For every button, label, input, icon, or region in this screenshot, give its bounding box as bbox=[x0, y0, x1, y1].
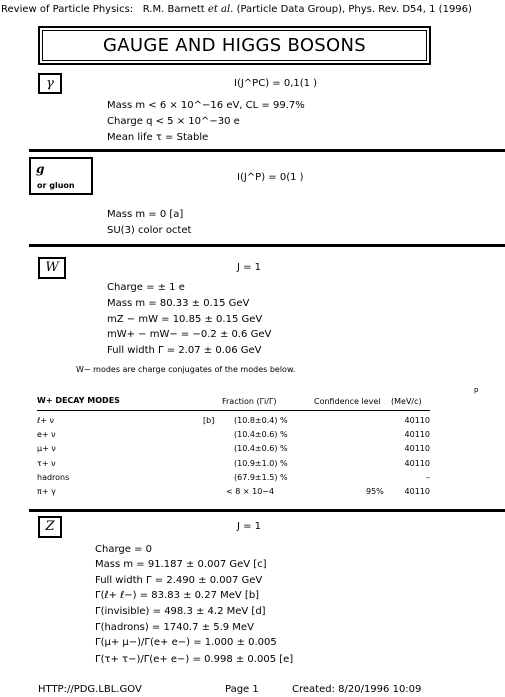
footer-created: Created: 8/20/1996 10:09 bbox=[292, 684, 422, 695]
w-width: Full width Γ = 2.07 ± 0.06 GeV bbox=[107, 345, 262, 356]
decay-momentum: 40110 bbox=[404, 444, 430, 454]
decay-fraction: (10.9±1.0) % bbox=[234, 458, 288, 468]
z-charge: Charge = 0 bbox=[95, 544, 152, 555]
section-divider bbox=[29, 244, 505, 247]
decay-note: [b] bbox=[203, 416, 215, 425]
z-gamma-invisible: Γ(invisible) = 498.3 ± 4.2 MeV [d] bbox=[95, 606, 266, 617]
table-header-rule bbox=[37, 410, 430, 411]
gluon-label: or gluon bbox=[37, 181, 75, 190]
decay-fraction: (10.8±0.4) % bbox=[234, 416, 288, 425]
table-col-cl: Confidence level bbox=[314, 397, 381, 406]
gluon-mass: Mass m = 0 [a] bbox=[107, 209, 184, 220]
w-mass: Mass m = 80.33 ± 0.15 GeV bbox=[107, 298, 250, 309]
decay-momentum: 40110 bbox=[404, 487, 430, 496]
z-symbol-box: Z bbox=[38, 516, 62, 538]
gluon-symbol-box bbox=[29, 157, 93, 195]
decay-confidence: 95% bbox=[366, 487, 384, 496]
journal-name: Review of Particle Physics: bbox=[1, 4, 134, 15]
section-divider bbox=[29, 149, 505, 152]
z-ratio-mu: Γ(μ+ μ−)/Γ(e+ e−) = 1.000 ± 0.005 bbox=[95, 637, 277, 648]
et-al: et al. bbox=[207, 4, 234, 15]
decay-momentum: 40110 bbox=[404, 458, 430, 468]
running-header bbox=[1, 4, 472, 15]
authors: R.M. Barnett bbox=[142, 4, 205, 15]
gluon-color: SU(3) color octet bbox=[107, 225, 192, 236]
table-col-momentum: (MeV/c) bbox=[391, 397, 422, 406]
table-col-p-symbol: p bbox=[474, 386, 479, 394]
z-spin: J = 1 bbox=[237, 521, 262, 532]
citation: (Particle Data Group), Phys. Rev. D54, 1 (1996) bbox=[236, 4, 472, 15]
decay-mode: e+ ν bbox=[37, 430, 56, 440]
decay-mode: ℓ+ ν bbox=[37, 416, 55, 425]
gluon-quantum-numbers: I(J^P) = 0(1 ) bbox=[237, 172, 304, 183]
photon-mass: Mass m < 6 × 10^−16 eV, CL = 99.7% bbox=[107, 100, 305, 111]
z-ratio-tau: Γ(τ+ τ−)/Γ(e+ e−) = 0.998 ± 0.005 [e] bbox=[95, 654, 294, 665]
section-divider bbox=[29, 509, 505, 512]
gluon-symbol: g bbox=[36, 162, 45, 176]
photon-symbol-box: γ bbox=[38, 73, 62, 94]
photon-charge: Charge q < 5 × 10^−30 e bbox=[107, 116, 240, 127]
decay-momentum: – bbox=[426, 472, 430, 482]
w-spin: J = 1 bbox=[237, 262, 262, 273]
w-symbol-box: W bbox=[38, 257, 66, 279]
decay-mode: μ+ ν bbox=[37, 444, 56, 454]
decay-mode: π+ γ bbox=[37, 487, 56, 496]
w-charge: Charge = ± 1 e bbox=[107, 282, 185, 293]
table-col-mode: W+ DECAY MODES bbox=[37, 396, 120, 405]
z-gamma-leptons: Γ(ℓ+ ℓ−) = 83.83 ± 0.27 MeV [b] bbox=[95, 590, 260, 601]
decay-fraction: < 8 × 10−4 bbox=[226, 487, 275, 496]
z-mass: Mass m = 91.187 ± 0.007 GeV [c] bbox=[95, 559, 267, 570]
w-mass-difference-z: mZ − mW = 10.85 ± 0.15 GeV bbox=[107, 314, 263, 325]
decay-fraction: (10.4±0.6) % bbox=[234, 444, 288, 454]
table-col-fraction: Fraction (Γi/Γ) bbox=[222, 397, 277, 406]
z-gamma-hadrons: Γ(hadrons) = 1740.7 ± 5.9 MeV bbox=[95, 622, 254, 633]
photon-quantum-numbers: I(J^PC) = 0,1(1 ) bbox=[234, 78, 318, 89]
decay-fraction: (67.9±1.5) % bbox=[234, 472, 288, 482]
decay-momentum: 40110 bbox=[404, 416, 430, 425]
z-width: Full width Γ = 2.490 ± 0.007 GeV bbox=[95, 575, 263, 586]
w-conjugate-note: W− modes are charge conjugates of the modes below. bbox=[76, 365, 296, 374]
footer-page: Page 1 bbox=[225, 684, 259, 695]
page-title: GAUGE AND HIGGS BOSONS bbox=[42, 30, 427, 61]
decay-fraction: (10.4±0.6) % bbox=[234, 430, 288, 440]
decay-mode: hadrons bbox=[37, 472, 70, 482]
decay-momentum: 40110 bbox=[404, 430, 430, 440]
w-mass-difference-w: mW+ − mW− = −0.2 ± 0.6 GeV bbox=[107, 329, 272, 340]
decay-mode: τ+ ν bbox=[37, 458, 56, 468]
photon-lifetime: Mean life τ = Stable bbox=[107, 132, 209, 143]
footer-url[interactable]: HTTP://PDG.LBL.GOV bbox=[38, 684, 142, 695]
